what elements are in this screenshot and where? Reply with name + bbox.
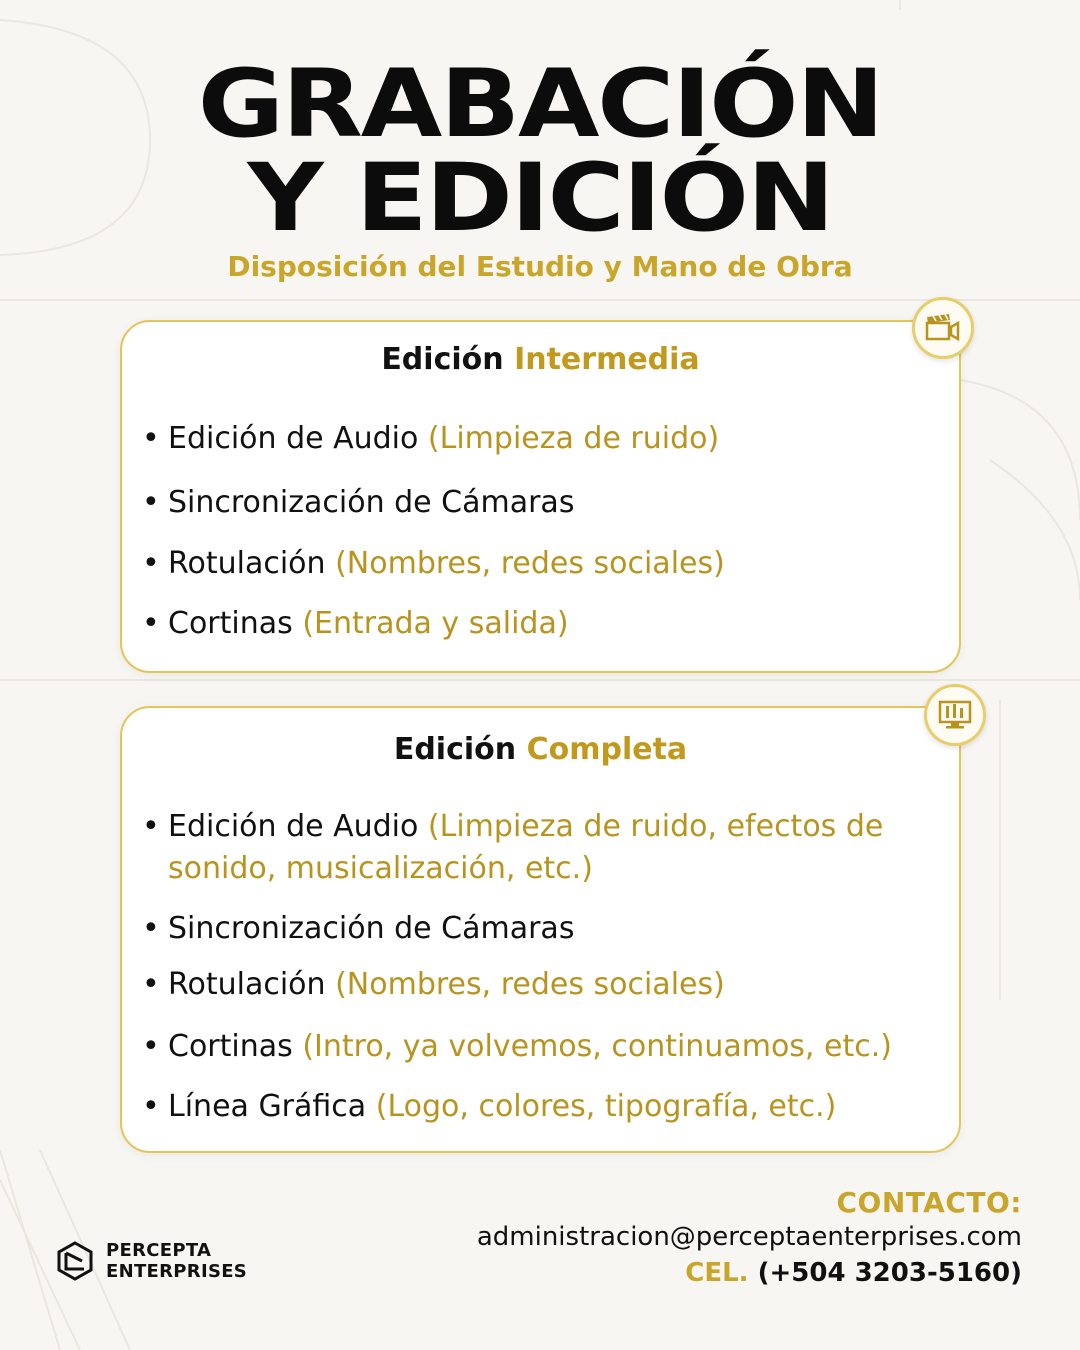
item-main: Cortinas (168, 1029, 293, 1064)
clapperboard-icon (912, 297, 974, 359)
contact-phone[interactable] (685, 1258, 1022, 1288)
list-item (142, 1026, 945, 1068)
brand-logo (56, 1240, 247, 1282)
list-item (142, 603, 945, 645)
item-note: (Nombres, redes sociales) (335, 967, 725, 1002)
card-title-prefix: Edición (393, 732, 517, 767)
card-title-highlight: Intermedia (514, 342, 700, 377)
phone-label: CEL. (685, 1258, 749, 1288)
item-main: Sincronización de Cámaras (168, 911, 575, 946)
item-main: Sincronización de Cámaras (168, 485, 575, 520)
item-main: Rotulación (168, 967, 326, 1002)
card-title (122, 342, 959, 377)
percepta-logo-icon (56, 1241, 94, 1281)
contact-email[interactable]: administracion@perceptaenterprises.com (476, 1222, 1022, 1252)
phone-number: (+504 3203-5160) (757, 1258, 1022, 1288)
list-item (142, 908, 945, 950)
page-title-line2: Y EDICIÓN (247, 144, 833, 253)
card-title-highlight: Completa (526, 732, 688, 767)
list-item (142, 806, 945, 890)
list-item (142, 964, 945, 1006)
brand-name (106, 1240, 247, 1282)
list-item (142, 1086, 945, 1128)
item-main: Línea Gráfica (168, 1089, 367, 1124)
item-main: Cortinas (168, 606, 293, 641)
item-note: (Nombres, redes sociales) (335, 546, 725, 581)
item-main: Edición de Audio (168, 421, 419, 456)
item-note: (Limpieza de ruido, efectos de sonido, musicalización, etc.) (168, 809, 884, 886)
computer-editing-icon (924, 684, 986, 746)
item-note: (Logo, colores, tipografía, etc.) (375, 1089, 837, 1124)
item-note: (Limpieza de ruido) (427, 421, 720, 456)
list-item (142, 482, 945, 524)
item-main: Edición de Audio (168, 809, 419, 844)
item-note: (Intro, ya volvemos, continuamos, etc.) (302, 1029, 892, 1064)
brand-line2: ENTERPRISES (106, 1261, 248, 1282)
list-item (142, 418, 945, 460)
card-title (122, 732, 959, 767)
contact-label: CONTACTO: (836, 1186, 1022, 1219)
card-title-prefix: Edición (381, 342, 504, 377)
item-note: (Entrada y salida) (302, 606, 569, 641)
card-edicion-intermedia (120, 320, 961, 673)
brand-line1: PERCEPTA (106, 1240, 212, 1261)
page-subtitle: Disposición del Estudio y Mano de Obra (227, 250, 853, 283)
list-item (142, 543, 945, 585)
card-edicion-completa (120, 706, 961, 1153)
page-title-line1: GRABACIÓN (197, 50, 883, 159)
item-main: Rotulación (168, 546, 326, 581)
